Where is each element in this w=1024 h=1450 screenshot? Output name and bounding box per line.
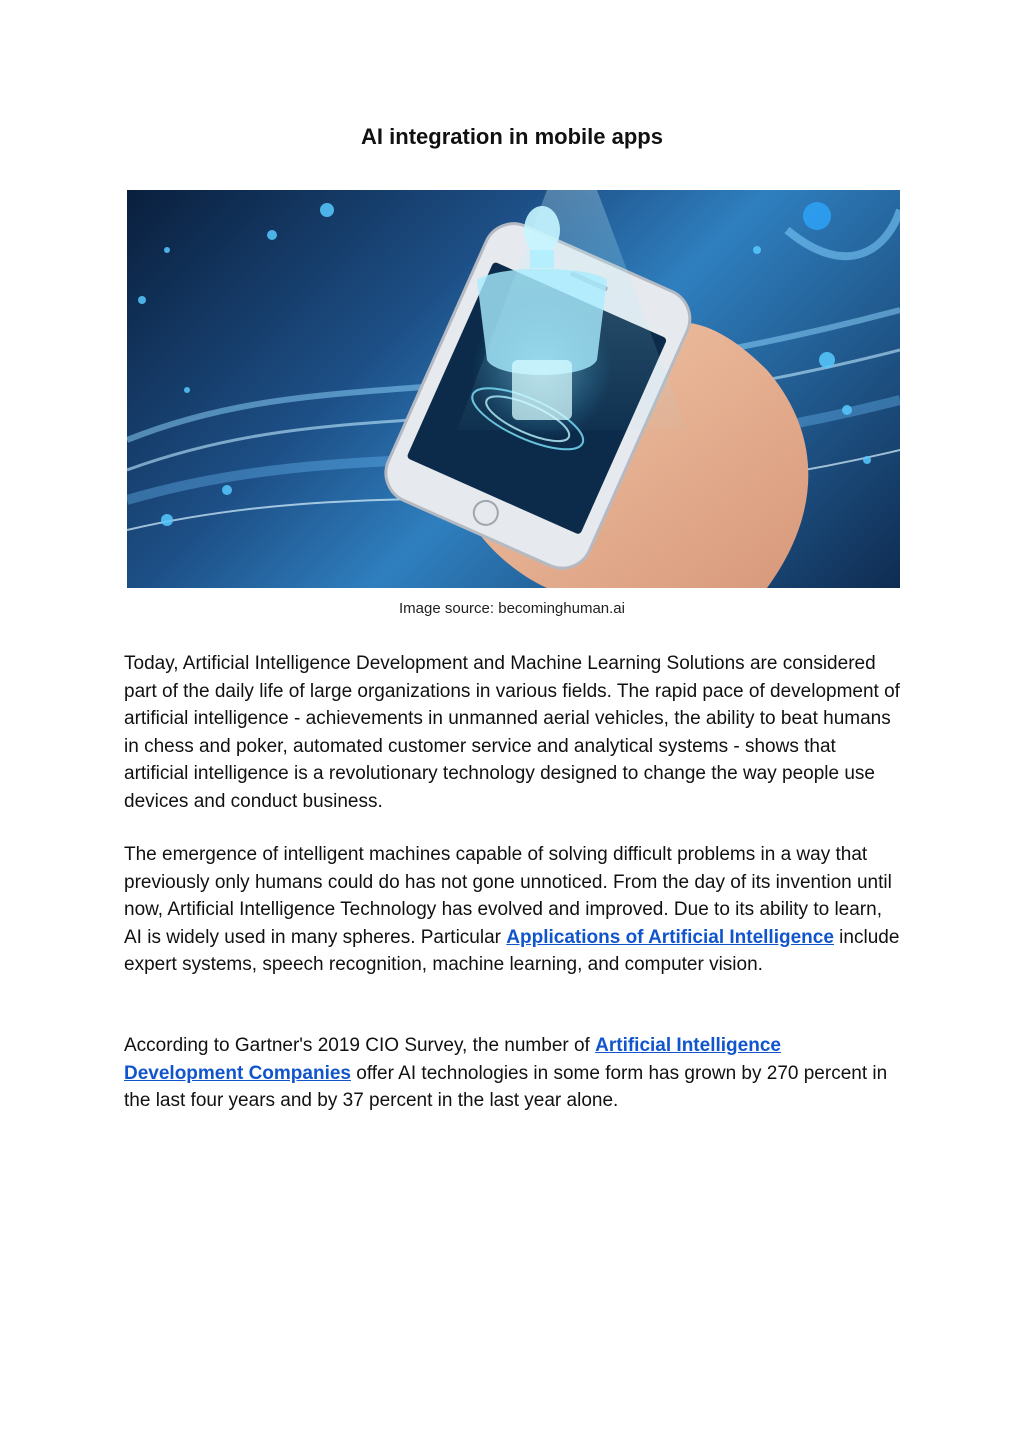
paragraph-text: According to Gartner's 2019 CIO Survey, the number of [124,1035,596,1056]
paragraph-text: include expert systems, speech recognition, machine learning, and computer vision. [124,926,900,975]
paragraph-gartner [124,1032,904,1115]
paragraph-text: Today, Artificial Intelligence Development and Machine Learning Solutions are considered part of the daily life of large organizations in various fields. The rapid pace of development of artificial intelligence - achievements in unmanned aerial vehicles, the ability to beat humans in chess and poker, automated customer service and analytical systems - shows that artificial intelligence is a revolutionary technology designed to change the way people use devices and conduct business. [124,653,900,812]
phone-hologram-image [127,190,900,588]
hero-image [127,190,900,588]
paragraph-text: offer AI technologies in some form has grown by 270 percent in the last four years and by 37 percent in the last year alone. [124,1062,888,1111]
applications-of-ai-link[interactable]: Applications of Artificial Intelligence [506,926,834,948]
page-title: AI integration in mobile apps [361,124,663,149]
image-caption: Image source: becominghuman.ai [399,600,625,617]
paragraph-text: The emergence of intelligent machines capable of solving difficult problems in a way that previously only humans could do has not gone unnoticed. From the day of its invention until now, Artificial Intelligence Technology has evolved and improved. Due to its ability to learn, AI is widely used in many spheres. Particular [124,844,892,948]
paragraph-emergence [124,841,904,979]
ai-development-companies-link[interactable]: Artificial Intelligence Development Companies [124,1035,781,1084]
paragraph-intro [124,650,904,815]
